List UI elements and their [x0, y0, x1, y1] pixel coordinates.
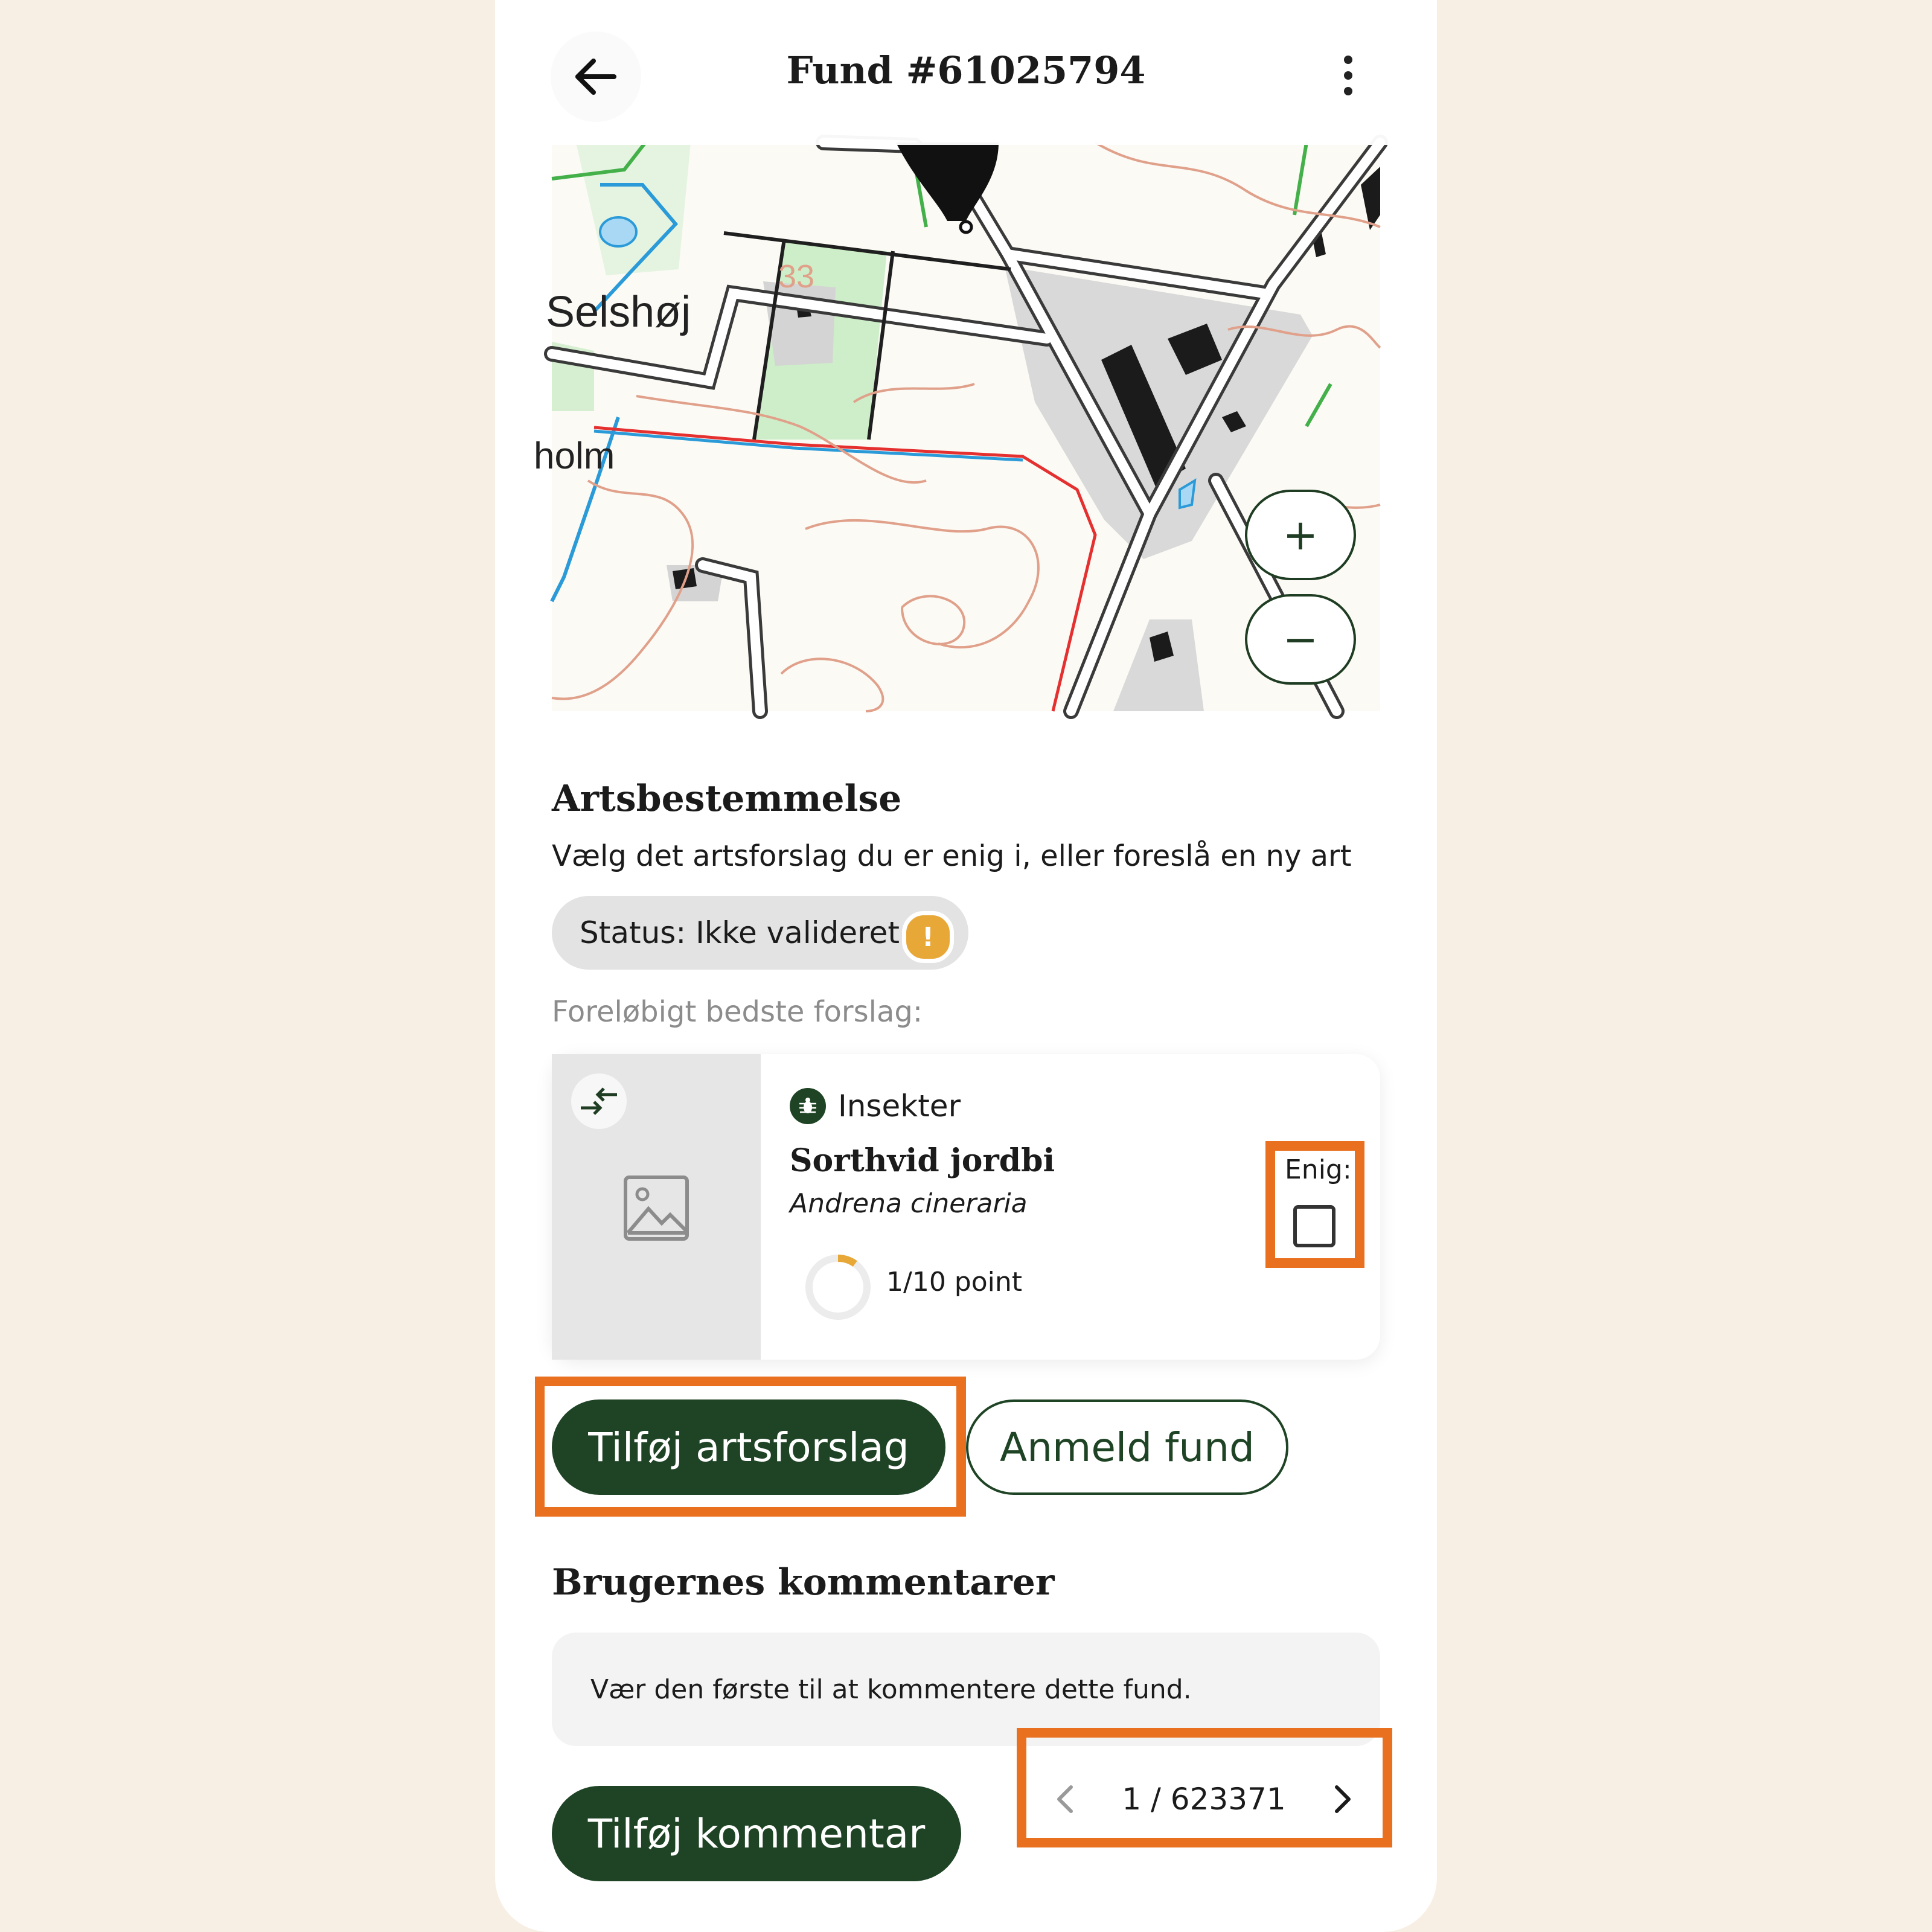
add-comment-button[interactable]: Tilføj kommentar [552, 1786, 961, 1881]
swap-arrows-icon [580, 1086, 618, 1116]
insect-icon [790, 1088, 826, 1124]
page-title: Fund #61025794 [786, 48, 1146, 92]
points-label: 1/10 point [886, 1267, 1023, 1297]
suggestion-card[interactable] [552, 1054, 1380, 1360]
phone-screen [495, 0, 1437, 1932]
pager-count: 1 / 623371 [1122, 1782, 1286, 1817]
highlight-add-suggestion [535, 1377, 966, 1517]
highlight-agree-box [1265, 1141, 1364, 1268]
identification-subtitle: Vælg det artsforslag du er enig i, eller foreslå en ny art [552, 839, 1352, 873]
add-suggestion-button[interactable]: Tilføj artsforslag [552, 1399, 945, 1495]
image-icon [623, 1175, 689, 1241]
species-name: Sorthvid jordbi [790, 1142, 1055, 1179]
comments-heading: Brugernes kommentarer [552, 1561, 1055, 1604]
category-row [790, 1088, 961, 1124]
report-find-button[interactable]: Anmeld fund [966, 1399, 1288, 1495]
map-label-height: 33 [778, 258, 815, 295]
species-latin-name: Andrena cineraria [790, 1188, 1028, 1219]
comments-empty-text: Vær den første til at kommentere dette fund. [590, 1674, 1192, 1705]
warning-icon: ! [902, 911, 954, 963]
map-label-selshoj: Selshøj [546, 288, 691, 336]
zoom-in-button[interactable] [1245, 490, 1356, 580]
agree-label: Enig: [1285, 1154, 1352, 1185]
status-badge[interactable] [552, 896, 968, 970]
map-view[interactable] [534, 142, 1380, 711]
status-text: Status: Ikke valideret [580, 915, 900, 950]
map-label-holm: holm [534, 435, 615, 477]
top-bar [495, 0, 1437, 145]
points-progress-ring [802, 1251, 874, 1323]
more-menu-button[interactable] [1315, 42, 1381, 109]
minus-icon: − [1282, 615, 1319, 664]
swap-button[interactable] [571, 1073, 627, 1129]
plus-icon: + [1282, 510, 1319, 560]
zoom-out-button[interactable] [1245, 594, 1356, 685]
highlight-pager [1017, 1728, 1392, 1847]
identification-heading: Artsbestemmelse [552, 778, 902, 820]
species-image-placeholder [552, 1054, 761, 1360]
best-suggestion-label: Foreløbigt bedste forslag: [552, 995, 923, 1029]
category-label: Insekter [838, 1089, 961, 1124]
more-vertical-icon [1344, 56, 1352, 64]
